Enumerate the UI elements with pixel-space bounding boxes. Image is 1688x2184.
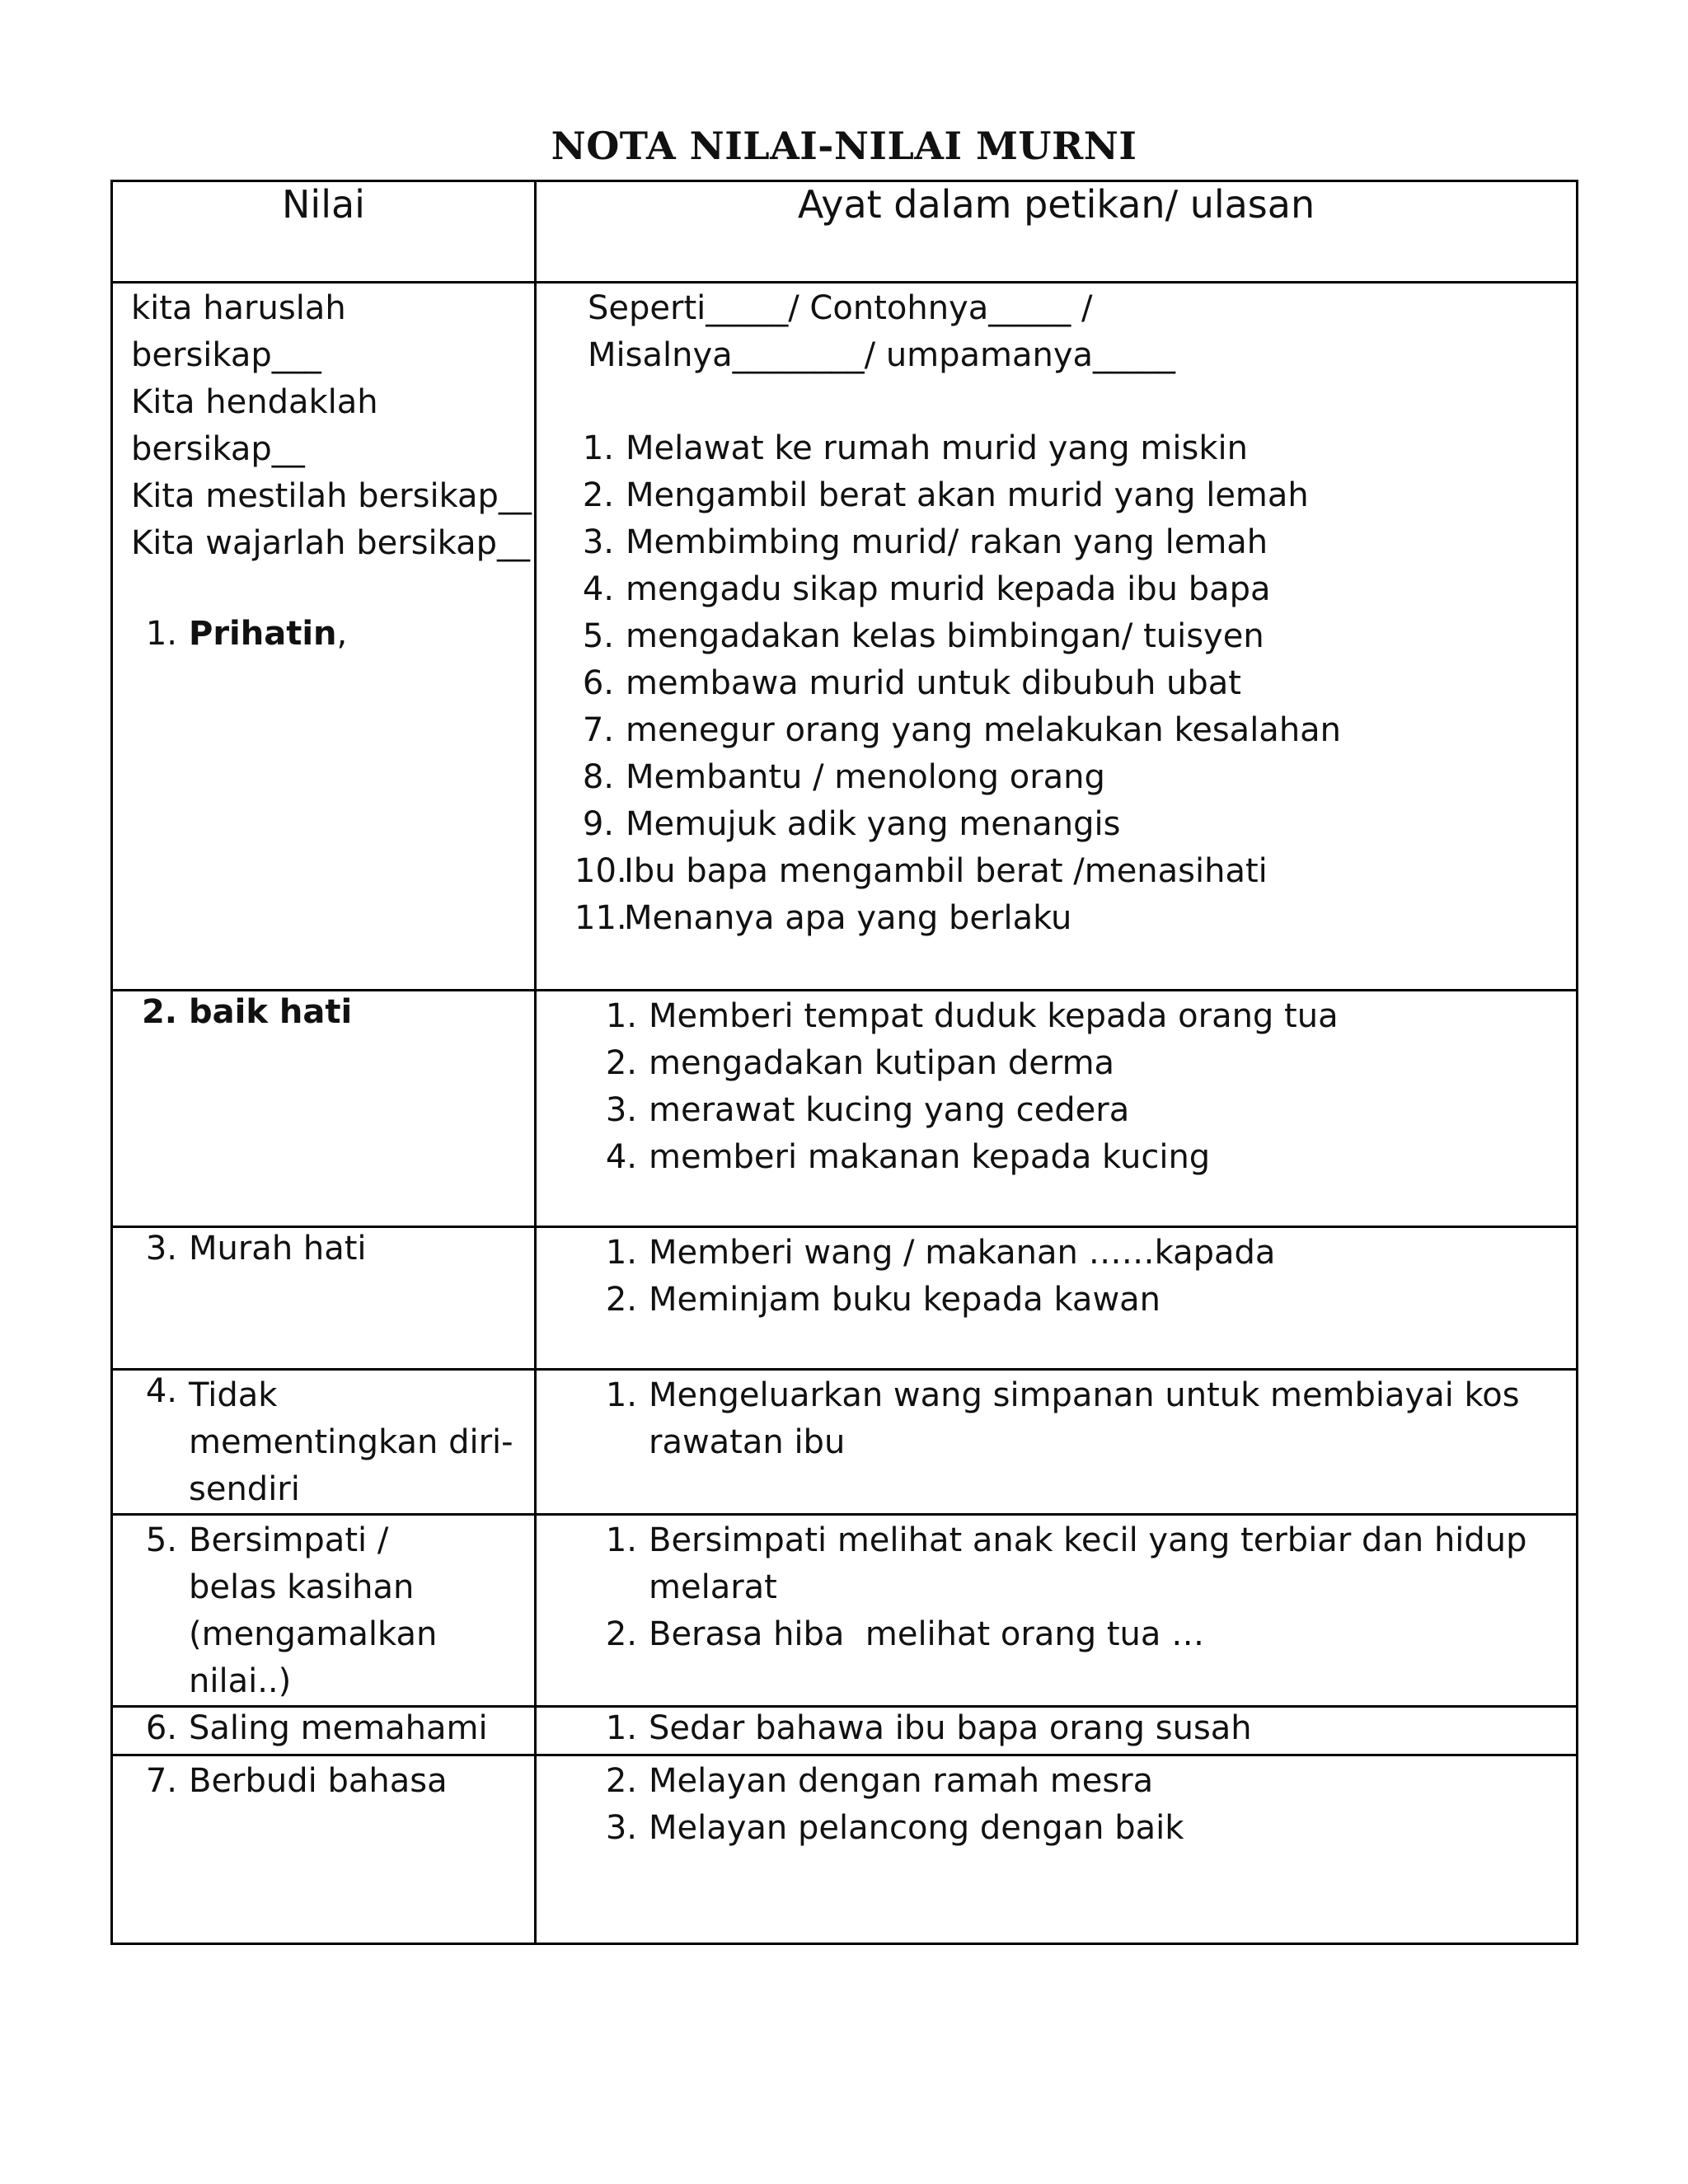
list-text: memberi makanan kepada kucing (649, 1138, 1211, 1176)
list-number: 2. (582, 476, 614, 514)
nilai-cell (112, 1370, 536, 1515)
list-text: Membimbing murid/ rakan yang lemah (626, 523, 1268, 561)
value-item (124, 1758, 534, 1805)
value-item (124, 615, 534, 653)
list-text: Sedar bahawa ibu bapa orang susah (649, 1709, 1252, 1747)
list-number: 1. (605, 1521, 637, 1559)
list-text: Membantu / menolong orang (626, 758, 1105, 796)
list-text: Ibu bapa mengambil berat /menasihati (624, 852, 1268, 890)
intro-line: Kita wajarlah bersikap__ (131, 524, 531, 562)
list-item (598, 1087, 1576, 1134)
list-number: 2. (605, 1615, 637, 1653)
value-number: 5. (145, 1521, 177, 1559)
table-header-row (112, 181, 1578, 283)
intro-line: Kita mestilah bersikap__ (131, 477, 532, 515)
value-name: Bersimpati / belas kasihan (mengamalkan nilai..) (189, 1521, 438, 1700)
table-row (112, 991, 1578, 1227)
list-item (598, 1040, 1576, 1087)
intro-line: kita haruslah (131, 289, 346, 327)
list-text: mengadu sikap murid kepada ibu bapa (626, 570, 1271, 608)
list-number: 11. (574, 899, 627, 937)
list-item (598, 1277, 1576, 1324)
list-text: Melawat ke rumah murid yang miskin (626, 429, 1248, 467)
table-row (112, 283, 1578, 991)
value-number: 6. (145, 1709, 177, 1747)
list-number: 1. (582, 429, 614, 467)
list-item (574, 566, 1576, 613)
list-number: 3. (605, 1809, 637, 1847)
list-item (598, 1708, 1576, 1749)
list-item (598, 1230, 1576, 1277)
header-nilai: Nilai (112, 181, 536, 283)
list-number: 6. (582, 664, 614, 702)
example-list (537, 1516, 1576, 1658)
intro-line: Misalnya________/ umpamanya_____ (588, 336, 1176, 374)
nilai-cell (112, 1755, 536, 1944)
value-number: 1. (145, 615, 177, 653)
list-number: 2. (605, 1762, 637, 1800)
intro-line: bersikap___ (131, 336, 321, 374)
example-list (537, 1708, 1576, 1749)
nilai-cell (112, 283, 536, 991)
list-text: menegur orang yang melakukan kesalahan (626, 711, 1342, 749)
list-number: 8. (582, 758, 614, 796)
list-item (574, 754, 1576, 801)
ayat-cell (536, 283, 1578, 991)
list-number: 2. (605, 1281, 637, 1319)
list-item (574, 895, 1576, 942)
list-item (598, 1134, 1576, 1181)
value-name: baik hati (189, 993, 353, 1031)
nilai-cell (112, 1707, 536, 1755)
value-name: Murah hati (189, 1230, 367, 1268)
list-number: 1. (605, 1376, 637, 1414)
list-text: Memujuk adik yang menangis (626, 805, 1121, 843)
table-row (112, 1227, 1578, 1370)
ayat-cell (536, 1515, 1578, 1707)
value-name: Saling memahami (189, 1709, 488, 1747)
list-text: Memberi tempat duduk kepada orang tua (649, 997, 1339, 1035)
example-list (537, 425, 1576, 942)
list-item (574, 519, 1576, 566)
list-number: 1. (605, 1234, 637, 1272)
list-text: Melayan dengan ramah mesra (649, 1762, 1154, 1800)
nilai-cell (112, 1227, 536, 1370)
example-list (537, 991, 1576, 1181)
ayat-cell (536, 1227, 1578, 1370)
nilai-cell (112, 991, 536, 1227)
value-number: 2. (141, 993, 177, 1031)
list-item (574, 613, 1576, 660)
list-text: Mengambil berat akan murid yang lemah (626, 476, 1309, 514)
values-table (110, 180, 1578, 1945)
intro-line: bersikap__ (131, 430, 305, 468)
list-number: 10. (574, 852, 627, 890)
value-number: 7. (145, 1762, 177, 1800)
list-text: merawat kucing yang cedera (649, 1091, 1130, 1129)
list-number: 3. (582, 523, 614, 561)
list-text: Melayan pelancong dengan baik (649, 1809, 1184, 1847)
list-number: 1. (605, 1709, 637, 1747)
value-name: Tidak mementingkan diri-sendiri (189, 1376, 513, 1508)
table-row (112, 1755, 1578, 1944)
header-ayat: Ayat dalam petikan/ ulasan (536, 181, 1578, 283)
list-number: 2. (605, 1044, 637, 1082)
list-item (598, 993, 1576, 1040)
list-text: Meminjam buku kepada kawan (649, 1281, 1161, 1319)
list-number: 3. (605, 1091, 637, 1129)
list-number: 7. (582, 711, 614, 749)
list-text: mengadakan kelas bimbingan/ tuisyen (626, 617, 1264, 655)
nilai-cell (112, 1515, 536, 1707)
example-list (537, 1371, 1576, 1466)
list-item (574, 660, 1576, 707)
list-item (574, 472, 1576, 519)
table-row (112, 1370, 1578, 1515)
list-item (598, 1517, 1576, 1611)
list-item (574, 707, 1576, 754)
example-list (537, 1228, 1576, 1324)
list-number: 4. (605, 1138, 637, 1176)
ayat-cell (536, 1755, 1578, 1944)
example-list (537, 1756, 1576, 1852)
list-item (574, 848, 1576, 895)
list-text: mengadakan kutipan derma (649, 1044, 1115, 1082)
table-row (112, 1707, 1578, 1755)
list-text: membawa murid untuk dibubuh ubat (626, 664, 1241, 702)
list-text: Menanya apa yang berlaku (624, 899, 1072, 937)
document-title: NOTA NILAI-NILAI MURNI (551, 124, 1137, 168)
list-number: 1. (605, 997, 637, 1035)
value-item (124, 1230, 534, 1268)
list-item (598, 1372, 1576, 1466)
value-suffix: , (336, 615, 348, 653)
value-name: Prihatin (189, 615, 337, 653)
list-number: 9. (582, 805, 614, 843)
ayat-cell (536, 1707, 1578, 1755)
value-item (124, 1517, 534, 1705)
value-item (124, 1372, 534, 1513)
value-item (124, 1708, 534, 1749)
list-item (598, 1805, 1576, 1852)
list-number: 4. (582, 570, 614, 608)
list-text: Bersimpati melihat anak kecil yang terbiar dan hidup melarat (649, 1521, 1527, 1606)
list-item (574, 425, 1576, 472)
value-number: 4. (145, 1372, 177, 1410)
list-text: Berasa hiba melihat orang tua … (649, 1615, 1205, 1653)
list-item (598, 1758, 1576, 1805)
value-item (124, 993, 534, 1031)
list-number: 5. (582, 617, 614, 655)
intro-line: Kita hendaklah (131, 383, 378, 421)
list-text: Memberi wang / makanan ……kapada (649, 1234, 1276, 1272)
intro-line: Seperti_____/ Contohnya_____ / (588, 289, 1093, 327)
list-text: Mengeluarkan wang simpanan untuk membiayai kos rawatan ibu (649, 1376, 1520, 1461)
value-number: 3. (145, 1230, 177, 1268)
ayat-cell (536, 1370, 1578, 1515)
table-row (112, 1515, 1578, 1707)
value-name: Berbudi bahasa (189, 1762, 448, 1800)
list-item (574, 801, 1576, 848)
list-item (598, 1611, 1576, 1658)
ayat-cell (536, 991, 1578, 1227)
